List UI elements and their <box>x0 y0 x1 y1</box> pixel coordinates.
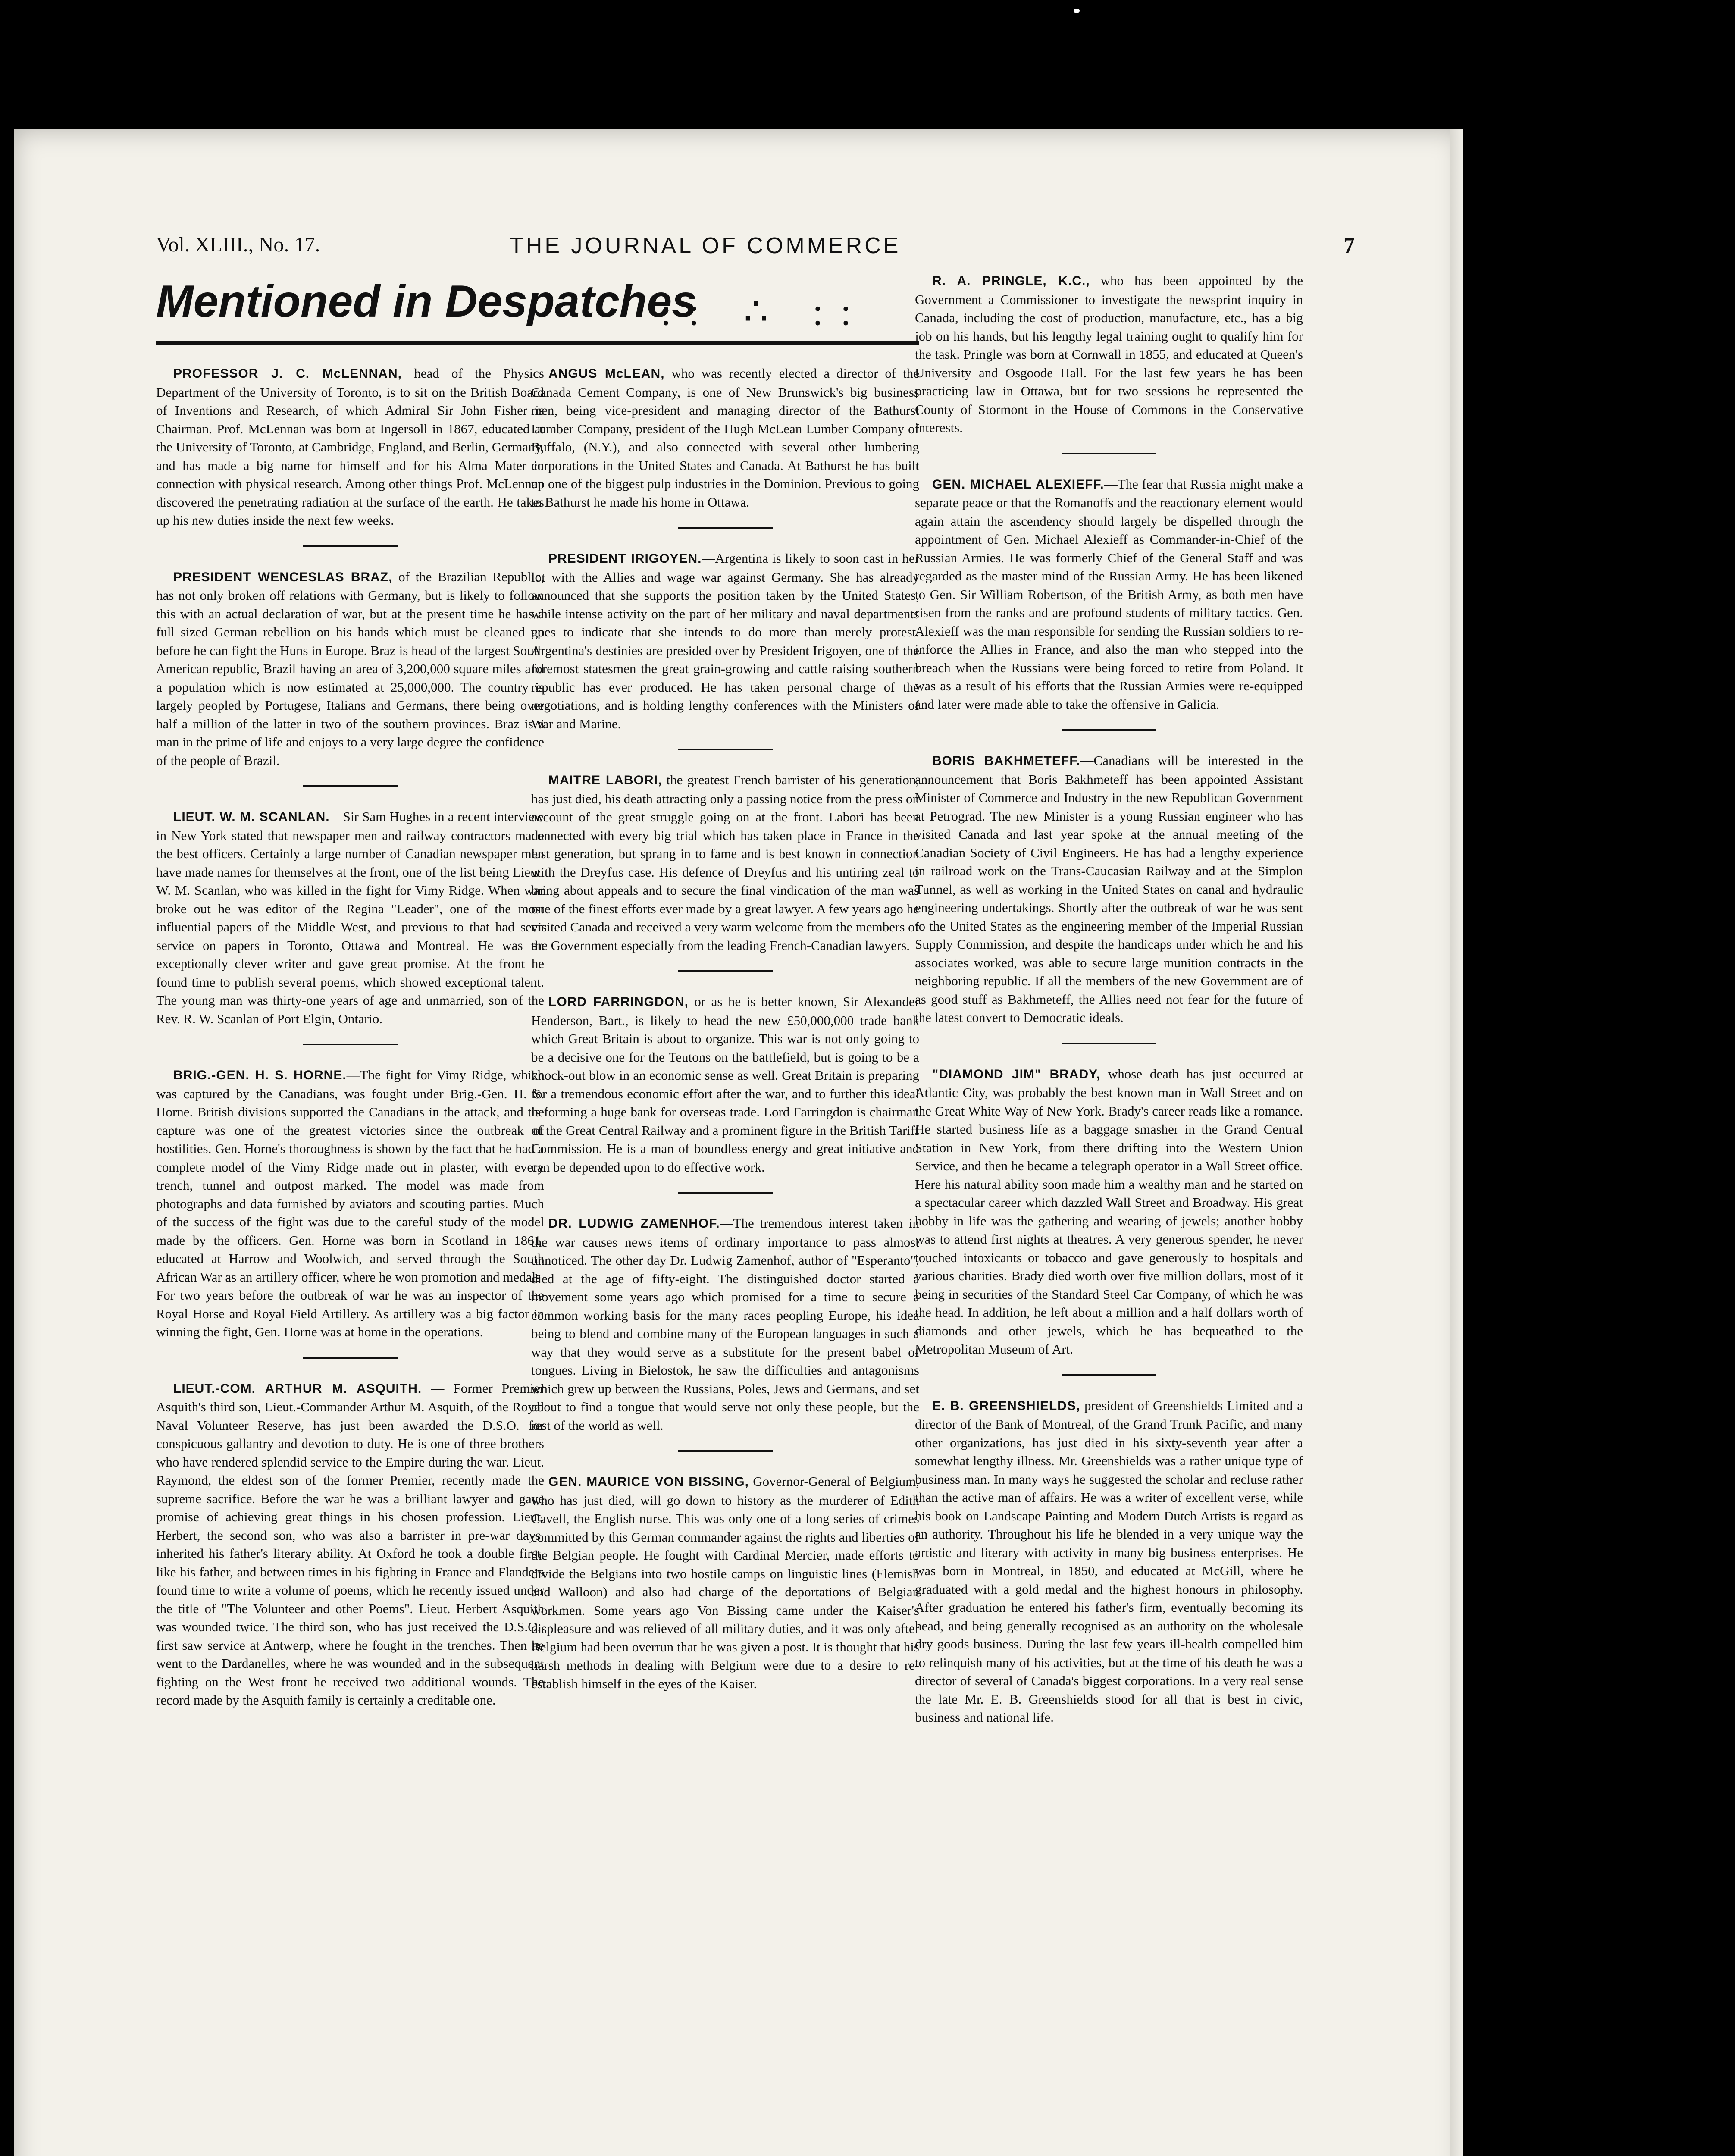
article-separator <box>303 1357 398 1359</box>
dot-ornament: :: ∴ :: <box>661 291 869 333</box>
column-1 <box>156 364 544 1710</box>
article-body: the greatest French barrister of his generation, has just died, his death attracting only a passing notice from the press on account of the great struggle going on at the front. Labori has been connected with every big trial which has taken place in France in the last generation, but sprang in to fame and is best known in connection with the Dreyfus case. His defence of Dreyfus and his untiring zeal to bring about appeals and to secure the final vindication of the man was one of the finest efforts ever made by a great lawyer. A few years ago he visited Canada and received a very warm welcome from the members of the Government especially from the leading French-Canadian lawyers. <box>531 772 919 953</box>
article-separator <box>678 1192 773 1194</box>
section-title: Mentioned in Despatches <box>156 276 697 326</box>
page-fold-shadow <box>1450 129 1463 2156</box>
article-body: whose death has just occurred at Atlantic City, was probably the best known man in Wall Street and on the Great White Way of New York. Brady's career reads like a romance. He started business life as a baggage smasher in the Grand Central Station in New York, from there drifting into the Western Union Service, and then he became a telegraph operator in a Wall Street office. Here his natural ability soon made him a wealthy man and he started on a spectacular career which dazzled Wall Street and Broadway. His great hobby in life was the gathering and wearing of jewels; another hobby was to attend first nights at theatres. A very generous spender, he never touched intoxicants or tobacco and gave generously to hospitals and various charities. Brady died worth over five million dollars, most of it being in securities of the Standard Steel Car Company, of which he was the head. In addition, he left about a million and a half dollars worth of diamonds and other jewels, which he has bequeathed to the Metropolitan Museum of Art. <box>915 1066 1303 1357</box>
article-heading: BRIG.-GEN. H. S. HORNE. <box>173 1068 347 1082</box>
article <box>915 475 1303 714</box>
article <box>531 993 919 1176</box>
article-separator <box>1062 1374 1156 1376</box>
article <box>531 364 919 511</box>
article-heading: GEN. MAURICE VON BISSING, <box>548 1475 749 1489</box>
volume-issue: Vol. XLIII., No. 17. <box>156 233 320 256</box>
article <box>531 1214 919 1435</box>
article-body: —The fear that Russia might make a separate peace or that the Romanoffs and the reactionary element would again attain the ascendency should largely be dispelled through the appointment of Gen. Michael Alexieff as Commander-in-Chief of the Russian Armies. He was formerly Chief of the General Staff and was regarded as the master mind of the Russian Army. He has been likened to Gen. Sir William Robertson, of the British Army, as both men have risen from the ranks and are profound students of military tactics. Gen. Alexieff was the man responsible for sending the Russian soldiers to re-inforce the Allies in France, and also the man who stepped into the breach when the Russians were being forced to retire from Poland. It was as a result of his efforts that the Russian Armies were re-equipped and later were made able to take the offensive in Galicia. <box>915 476 1303 712</box>
article <box>531 1473 919 1693</box>
article <box>156 568 544 770</box>
article-separator <box>678 970 773 972</box>
article-heading: PRESIDENT WENCESLAS BRAZ, <box>173 570 393 584</box>
scan-speck <box>1074 9 1080 13</box>
masthead-rule <box>156 341 919 345</box>
article <box>531 771 919 955</box>
article-heading: E. B. GREENSHIELDS, <box>932 1398 1080 1413</box>
article-heading: LIEUT. W. M. SCANLAN. <box>173 810 330 824</box>
column-2 <box>531 364 919 1693</box>
article-body: or as he is better known, Sir Alexander Henderson, Bart., is likely to head the new £50,000,000 trade bank which Great Britain is about to organize. This war is not only going to be a decisive one for the Teutons on the battlefield, but is going to be a knock-out blow in an economic sense as well. Great Britain is preparing for a tremendous economic effort after the war, and to further this ideal is forming a huge bank for overseas trade. Lord Farringdon is chairman of the Great Central Railway and a prominent figure in the British Tariff Commission. He is a man of boundless energy and great initiative and can be depended upon to do effective work. <box>531 994 920 1175</box>
article-heading: MAITRE LABORI, <box>548 773 662 787</box>
article-body: head of the Physics Department of the University of Toronto, is to sit on the British Board of Inventions and Research, of which Admiral Sir John Fisher is Chairman. Prof. McLennan was born at Ingersoll in 1867, educated at the University of Toronto, at Cambridge, England, and Berlin, Germany, and has made a big name for himself and for his Alma Mater in connection with physical research. Among other things Prof. McLennan discovered the penetrating radiation at the surface of the earth. He takes up his new duties inside the next few weeks. <box>156 366 544 528</box>
article-body: —Canadians will be interested in the announcement that Boris Bakhmeteff has been appointed Assistant Minister of Commerce and Industry in the new Republican Government at Petrograd. The new Minister is a young Russian engineer who has visited Canada and last year spoke at the annual meeting of the Canadian Society of Civil Engineers. He has had a lengthy experience in railroad work on the Trans-Caucasian Railway and at the Simplon Tunnel, as well as working in the United States on canal and hydraulic engineering undertakings. Shortly after the outbreak of war he was sent to the United States as the engineering member of the Imperial Russian Supply Commission, and despite the handicaps under which he and his associates worked, was able to secure large munition contracts in the neighboring republic. If all the members of the new Government are of as good stuff as Bakhmeteff, the Allies need not fear for the future of the latest convert to Democratic ideals. <box>915 753 1303 1025</box>
article <box>156 1066 544 1341</box>
article <box>531 549 919 733</box>
article-body: president of Greenshields Limited and a director of the Bank of Montreal, of the Grand Trunk Pacific, and many other organizations, has just died in his sixty-seventh year after a somewhat lengthy illness. Mr. Greenshields was a rather unique type of business man. In many ways he suggested the scholar and recluse rather than the active man of affairs. He was a writer of excellent verse, while his book on Landscape Painting and Modern Dutch Artists is regard as an authority. Throughout his life he blended in a very unique way the artistic and literary with activity in many big business enterprises. He was born in Montreal, in 1850, and educated at McGill, where he graduated with a gold medal and the highest honours in philosophy. After graduation he entered his father's firm, eventually becoming its head, and being generally recognised as an authority on the wholesale dry goods business. During the last few years ill-health compelled him to relinquish many of his activities, but at the time of his death he was a director of several of Canada's biggest corporations. In a very real sense the late Mr. E. B. Greenshields stood for all that is best in civic, business and national life. <box>915 1398 1303 1725</box>
article <box>156 364 544 530</box>
article-heading: GEN. MICHAEL ALEXIEFF. <box>932 477 1104 492</box>
journal-title: THE JOURNAL OF COMMERCE <box>510 233 901 258</box>
running-header <box>156 229 1355 263</box>
article-body: Governor-General of Belgium, who has just died, will go down to history as the murderer of Edith Cavell, the English nurse. This was only one of a long series of crimes committed by this German commander against the rights and liberties of the Belgian people. He fought with Cardinal Mercier, made efforts to divide the Belgians into two hostile camps on linguistic lines (Flemish and Walloon) and also had charge of the deportations of Belgian workmen. Some years ago Von Bissing came under the Kaiser's displeasure and was relieved of all military duties, and it was only after Belgium had been overrun that he was given a post. It is thought that his harsh methods in dealing with Belgium were due to a desire to re-establish himself in the eyes of the Kaiser. <box>531 1474 919 1691</box>
article <box>915 752 1303 1027</box>
article-body: —The fight for Vimy Ridge, which was captured by the Canadians, was fought under Brig.-Gen. H. S. Horne. British divisions supported the Canadians in the attack, and the capture was one of the greatest victories since the outbreak of hostilities. Gen. Horne's thoroughness is shown by the fact that he had a complete model of the Vimy Ridge made out in plaster, with every trench, tunnel and outpost marked. The model was made from photographs and data furnished by aviators and scouting parties. Much of the success of the fight was due to the careful study of the model made by the officers. Gen. Horne was born in Scotland in 1861, educated at Harrow and Woolwich, and served through the South African War as an artillery officer, where he won promotion and medals. For two years before the outbreak of war he was an inspector of the Royal Horse and Royal Field Artillery. As artillery was a big factor in winning the fight, Gen. Horne was at home in the operations. <box>156 1067 545 1339</box>
article-heading: LORD FARRINGDON, <box>548 995 689 1009</box>
article <box>915 1397 1303 1727</box>
article-separator <box>303 785 398 787</box>
page-number: 7 <box>1344 233 1355 258</box>
article <box>915 272 1303 437</box>
article-separator <box>1062 1043 1156 1044</box>
article-body: of the Brazilian Republic, has not only broken off relations with Germany, but is likely to follow this with an actual declaration of war, but at the present time he has a full sized German rebellion on his hands which must be cleaned up before he can fight the Huns in Europe. Braz is head of the largest South American republic, Brazil having an area of 3,200,000 square miles and a population which is now estimated at 25,000,000. The country is largely peopled by Portugese, Italians and Germans, there being over half a million of the latter in two of the southern provinces. Braz is a man in the prime of life and enjoys to a very large degree the confidence of the people of Brazil. <box>156 569 544 768</box>
article-body: —Sir Sam Hughes in a recent interview in New York stated that newspaper men and railway contractors made the best officers. Certainly a large number of Canadian newspaper men have made names for themselves at the front, one of the list being Lieut. W. M. Scanlan, who was killed in the fight for Vimy Ridge. When war broke out he was editor of the Regina "Leader", one of the most influential papers of the Middle West, and previous to that had seen service on papers in Toronto, Ottawa and Montreal. He was an exceptionally clever writer and gave great promise. At the front he found time to publish several poems, which showed exceptional talent. The young man was thirty-one years of age and unmarried, son of the Rev. R. W. Scanlan of Port Elgin, Ontario. <box>156 809 544 1026</box>
article-heading: "DIAMOND JIM" BRADY, <box>932 1067 1101 1081</box>
newspaper-page <box>14 129 1463 2156</box>
article-separator <box>678 527 773 529</box>
article-separator <box>1062 729 1156 731</box>
article-body: — Former Premier Asquith's third son, Lieut.-Commander Arthur M. Asquith, of the Royal Naval Volunteer Reserve, has just been awarded the D.S.O. for conspicuous gallantry and devotion to duty. He is one of three brothers who have rendered splendid service to the Empire during the war. Lieut. Raymond, the eldest son of the former Premier, recently made the supreme sacrifice. Before the war he was a brilliant lawyer and gave promise of achieving great things in his chosen profession. Lieut. Herbert, the second son, who was also a barrister in pre-war days, inherited his father's literary ability. At Oxford he took a double first, like his father, and between times in his fighting in France and Flanders found time to write a volume of poems, which he recently issued under the title of "The Volunteer and other Poems". Lieut. Herbert Asquith was wounded twice. The third son, who has just received the D.S.O., first saw service at Antwerp, where he fought in the trenches. Then he went to the Dardanelles, where he was wounded and in the subsequent fighting on the West front he received two additional wounds. The record made by the Asquith family is certainly a creditable one. <box>156 1380 544 1708</box>
article <box>156 808 544 1028</box>
article-separator <box>303 1044 398 1045</box>
article-heading: BORIS BAKHMETEFF. <box>932 754 1080 768</box>
article-separator <box>303 545 398 547</box>
article-heading: R. A. PRINGLE, K.C., <box>932 274 1090 288</box>
article-body: —Argentina is likely to soon cast in her lot with the Allies and wage war against Germany. She has already announced that she supports the position taken by the United States, while intense activity on the part of her military and naval departments goes to indicate that she intends to do more than merely protest. Argentina's destinies are presided over by President Irigoyen, one of the foremost statesmen the great grain-growing and cattle raising southern republic has ever produced. He has taken personal charge of the negotiations, and is holding lengthy conferences with the Ministers of War and Marine. <box>531 551 919 731</box>
article-heading: PRESIDENT IRIGOYEN. <box>548 552 702 566</box>
article <box>915 1065 1303 1359</box>
article-heading: ANGUS McLEAN, <box>548 367 665 381</box>
article-body: who was recently elected a director of the Canada Cement Company, is one of New Brunswick's big business men, being vice-president and managing director of the Bathurst Lumber Company, president of the Hugh McLean Lumber Company of Buffalo, (N.Y.), and also connected with several other lumbering corporations in the United States and Canada. At Bathurst he has built up one of the biggest pulp industries in the Dominion. Previous to going to Bathurst he made his home in Ottawa. <box>531 366 919 510</box>
article-body: —The tremendous interest taken in the war causes news items of ordinary importance to pass almost unnoticed. The other day Dr. Ludwig Zamenhof, author of "Esperanto", died at the age of fifty-eight. The distinguished doctor started a movement some years ago which promised for a time to secure a common working basis for the many races peopling Europe, his idea being to blend and combine many of the European languages in such a way that they would serve as a substitute for the present babel of tongues. Living in Bielostok, he saw the difficulties and antagonisms which grew up between the Russians, Poles, Jews and Germans, and set about to find a tongue that would serve not only these people, but the rest of the world as well. <box>531 1216 919 1433</box>
article <box>156 1379 544 1710</box>
article-heading: LIEUT.-COM. ARTHUR M. ASQUITH. <box>173 1381 422 1396</box>
article-heading: PROFESSOR J. C. McLENNAN, <box>173 367 402 381</box>
article-separator <box>678 1450 773 1452</box>
article-separator <box>678 749 773 750</box>
article-heading: DR. LUDWIG ZAMENHOF. <box>548 1216 720 1231</box>
column-3 <box>915 272 1303 1727</box>
article-body: who has been appointed by the Government a Commissioner to investigate the newsprint inquiry in Canada, including the cost of production, manufacture, etc., has a big job on his hands, but his lengthy legal training ought to qualify him for the task. Pringle was born at Cornwall in 1855, and educated at Queen's University and Osgoode Hall. For the last few years he has been practicing law in Ottawa, but for two sessions he represented the County of Stormont in the House of Commons in the Conservative interests. <box>915 273 1303 435</box>
section-masthead <box>156 276 932 341</box>
article-separator <box>1062 453 1156 454</box>
